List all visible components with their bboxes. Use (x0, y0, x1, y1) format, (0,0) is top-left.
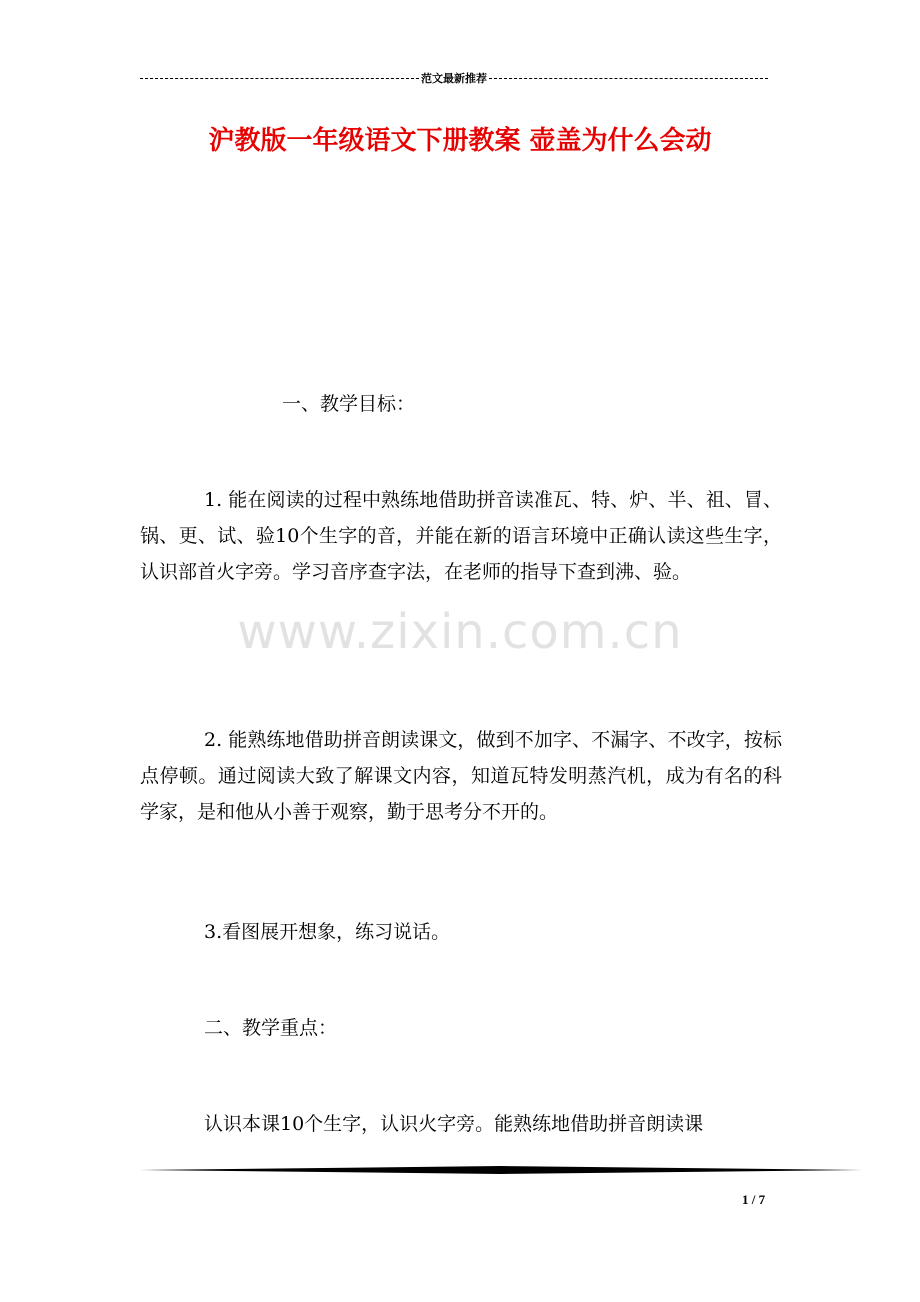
section-heading-goals: 一、教学目标： (282, 393, 416, 415)
section-heading-focus: 二、教学重点： (204, 1017, 338, 1039)
header-label: 范文最新推荐 (421, 72, 487, 85)
footer-rule (140, 1166, 862, 1174)
page-header (140, 68, 768, 88)
header-dashes-right (489, 78, 768, 79)
watermark: www.zixin.com.cn (237, 604, 683, 660)
goal-paragraph-3: 3.看图展开想象，练习说话。 (204, 921, 451, 943)
document-title: 沪教版一年级语文下册教案 壶盖为什么会动 (208, 126, 712, 156)
goal-paragraph-2: 2. 能熟练地借助拼音朗读课文，做到不加字、不漏字、不改字，按标点停顿。通过阅读大致了解课文内容，知道瓦特发明蒸汽机，成为有名的科学家，是和他从小善于观察，勤于思考分不开的。 (140, 729, 782, 823)
header-dashes-left (140, 78, 419, 79)
focus-paragraph: 认识本课10个生字，认识火字旁。能熟练地借助拼音朗读课 (204, 1113, 704, 1135)
goal-paragraph-1: 1. 能在阅读的过程中熟练地借助拼音读准瓦、特、炉、半、祖、冒、锅、更、试、验10个生字的音，并能在新的语言环境中正确认读这些生字，认识部首火字旁。学习音序查字法，在老师的指导下查到沸、验。 (140, 489, 782, 583)
page-number: 1 / 7 (742, 1192, 766, 1207)
